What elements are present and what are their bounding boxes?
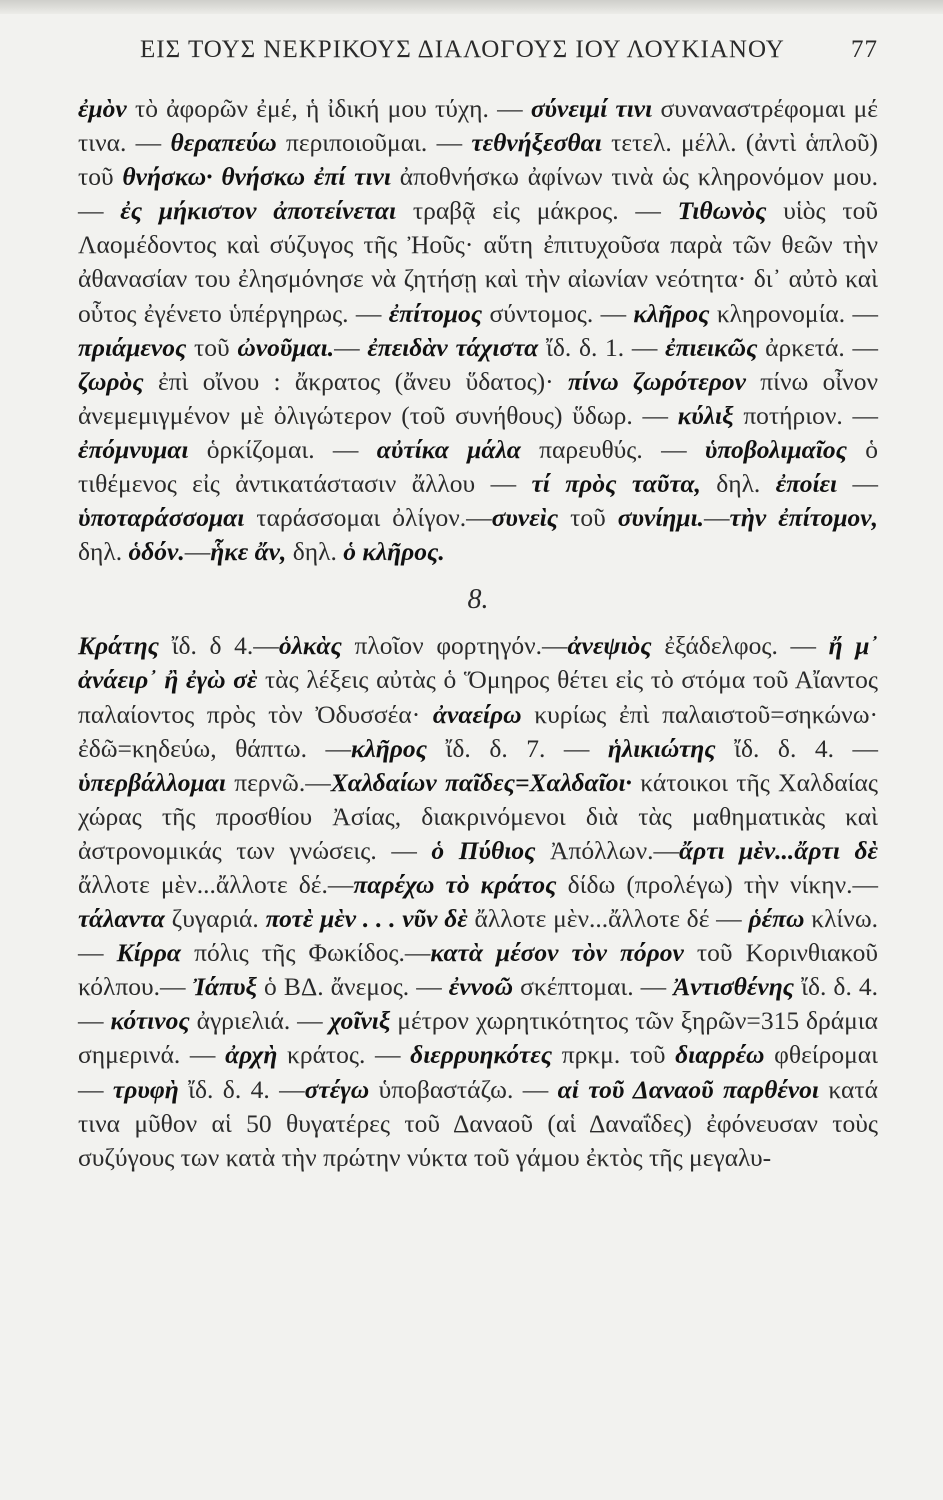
- gloss: ἐξάδελφος. —: [651, 631, 829, 661]
- lemma: ὑποταράσσομαι: [78, 503, 245, 533]
- gloss: κυρίως ἐπὶ παλαιστοῦ=σηκώνω· ἐδῶ=κηδεύω, θάπτω. —: [78, 699, 878, 763]
- section-number: 8.: [467, 584, 489, 616]
- lemma: παρέχω τὸ κράτος: [353, 869, 557, 899]
- lemma: διαρρέω: [675, 1040, 765, 1070]
- lemma: τὴν ἐπίτομον,: [729, 503, 878, 533]
- lemma: σύνειμί τινι: [530, 94, 653, 123]
- lemma: αἱ τοῦ Δαναοῦ παρθένοι: [557, 1074, 820, 1104]
- lemma: διερρυηκότες: [410, 1040, 553, 1070]
- gloss: κάτοικοι τῆς Χαλδαίας χώρας τῆς προσθίου Ἀσίας, διακρινόμενοι διὰ τὰς μαθηματικὰς καὶ ἀστρονομικάς των γνώσεις. —: [78, 767, 879, 865]
- lemma: ἀρχὴ: [225, 1040, 278, 1070]
- lemma: θνήσκω· θνήσκω ἐπί τινι: [122, 162, 391, 192]
- lemma: τεθνήξεσθαι: [471, 128, 602, 158]
- gloss: σύντομος. —: [482, 298, 634, 328]
- gloss: περνῶ.—: [225, 767, 331, 797]
- gloss: ἐπὶ οἴνου : ἄκρατος (ἄνευ ὕδατος)·: [143, 366, 568, 396]
- gloss: τοῦ Κορινθιακοῦ κόλπου.—: [78, 938, 878, 1002]
- lemma: ὁδόν.: [128, 537, 185, 567]
- gloss: συναναστρέφομαι μέ τινα. —: [78, 94, 878, 158]
- gloss: —: [704, 503, 730, 533]
- lemma: Ἰάπυξ: [192, 972, 257, 1002]
- lemma: ἐς μήκιστον ἀποτείνεται: [120, 196, 397, 226]
- gloss: ἴδ. δ. 4. —: [178, 1074, 305, 1104]
- gloss: ἀρκετά. —: [757, 332, 878, 362]
- lemma: ἄρτι μὲν...ἄρτι δὲ: [678, 835, 878, 865]
- gloss: τετελ. μέλλ. (ἀντὶ ἁπλοῦ) τοῦ: [78, 128, 879, 192]
- gloss: κράτος. —: [277, 1040, 411, 1070]
- gloss: —: [334, 332, 368, 362]
- lemma: τί πρὸς ταῦτα,: [531, 469, 701, 499]
- gloss: ἴδ. δ. 7. —: [427, 733, 608, 763]
- gloss: —: [837, 469, 879, 499]
- lemma: ἐπίτομος: [388, 298, 483, 328]
- paragraph-section-7-notes: [78, 92, 878, 569]
- lemma: κλῆρος: [633, 298, 710, 328]
- lemma: κλῆρος: [350, 733, 428, 763]
- lemma: Κράτης: [78, 631, 159, 661]
- gloss: υἱὸς τοῦ Λαομέδοντος καὶ σύζυγος τῆς Ἠοῦς· αὕτη ἐπιτυχοῦσα παρὰ τῶν θεῶν τὴν ἀθανασίαν του ἐλησμόνησε νὰ ζητήσῃ καὶ τὴν αἰωνίαν νεότητα· δι᾽ αὐτὸ καὶ οὗτος ἐγένετο ὑπέργηρως. —: [78, 196, 878, 328]
- gloss: ὁ τιθέμενος εἰς ἀντικατάστασιν ἄλλου —: [78, 434, 878, 499]
- gloss: κατά τινα μῦθον αἱ 50 θυγατέρες τοῦ Δαναοῦ (αἱ Δαναΐδες) ἐφόνευσαν τοὺς συζύγους των κατὰ τὴν πρώτην νύκτα τοῦ γάμου ἐκτὸς τῆς μεγαλυ-: [78, 1074, 879, 1172]
- gloss: πλοῖον φορτηγόν.—: [341, 631, 568, 661]
- gloss: τραβᾷ εἰς μάκρος. —: [396, 196, 678, 226]
- gloss: περιποιοῦμαι. —: [276, 128, 472, 158]
- lemma: Χαλδαίων παῖδες=Χαλδαῖοι·: [330, 767, 632, 797]
- gloss: ταράσσομαι ὀλίγον.—: [244, 503, 492, 533]
- lemma: ποτὲ μὲν . . . νῦν δὲ: [265, 904, 468, 934]
- gloss: σκέπτομαι. —: [513, 972, 674, 1002]
- lemma: ἐπιεικῶς: [665, 332, 758, 362]
- lemma: ὑποβολιμαῖος: [704, 434, 847, 464]
- gloss: ἴδ. δ. 4. —: [715, 733, 878, 763]
- gloss: ἀγριελιά. —: [189, 1006, 330, 1036]
- gloss: ἄλλοτε μὲν...ἄλλοτε δέ —: [467, 904, 749, 934]
- gloss: φθείρομαι —: [78, 1040, 879, 1104]
- lemma: πριάμενος: [78, 332, 187, 362]
- page-top-edge: [0, 0, 943, 14]
- gloss: ποτήριον. —: [733, 400, 878, 430]
- gloss: πόλις τῆς Φωκίδος.—: [181, 938, 431, 968]
- gloss: παρευθύς. —: [520, 434, 705, 464]
- gloss: δίδω (προλέγω) τὴν νίκην.—: [556, 869, 878, 899]
- lemma: ἐπόμνυμαι: [78, 434, 189, 464]
- paragraph-section-8-notes: [78, 629, 878, 1175]
- header-title: ΕΙΣ ΤΟΥΣ ΝΕΚΡΙΚΟΥΣ ΔΙΑΛΟΓΟΥΣ ΙΟΥ ΛΟΥΚΙΑΝΟΥ: [140, 36, 785, 63]
- gloss: δηλ.: [78, 537, 129, 567]
- lemma: Τιθωνὸς: [677, 196, 767, 226]
- lemma: ἧκε ἄν,: [210, 537, 287, 567]
- lemma: ἐποίει: [775, 469, 838, 499]
- gloss: Ἀπόλλων.—: [535, 835, 679, 865]
- gloss: ἀποθνήσκω ἀφίνων τινὰ ὡς κληρονόμον μου. —: [78, 162, 879, 226]
- lemma: ὁλκὰς: [278, 631, 342, 661]
- gloss: δηλ.: [700, 469, 776, 499]
- lemma: τρυφὴ: [112, 1074, 179, 1104]
- lemma: ζωρὸς: [78, 366, 144, 396]
- gloss: μέτρον χωρητικότητος τῶν ξηρῶν=315 δράμια σημερινά. —: [78, 1006, 878, 1070]
- gloss: ἴδ. δ 4.—: [158, 631, 279, 661]
- lemma: κότινος: [110, 1006, 190, 1036]
- gloss: ὁρκίζομαι. —: [188, 434, 377, 464]
- gloss: τὸ ἀφορῶν ἐμέ, ἡ ἰδική μου τύχη. —: [126, 94, 531, 123]
- gloss: κληρονομία. —: [709, 298, 878, 328]
- lemma: ἀναείρω: [432, 699, 522, 729]
- gloss: πρκμ. τοῦ: [552, 1040, 676, 1070]
- lemma: συνεὶς: [491, 503, 559, 533]
- lemma: συνίημι.: [617, 503, 705, 533]
- gloss: ὁ ΒΔ. ἄνεμος. —: [256, 972, 449, 1002]
- gloss: πίνω οἶνον ἀνεμεμιγμένον μὲ ὀλιγώτερον (τοῦ συνήθους) ὕδωρ. —: [78, 366, 878, 430]
- gloss: δηλ.: [286, 537, 344, 567]
- gloss: —: [184, 537, 211, 567]
- gloss: κλίνω. —: [78, 904, 878, 968]
- gloss: τοῦ: [186, 332, 238, 362]
- lemma: ἐννοῶ: [448, 972, 514, 1002]
- lemma: ὁ Πύθιος: [431, 835, 536, 865]
- lemma: ἐπειδὰν τάχιστα: [367, 332, 539, 362]
- lemma: ἡλικιώτης: [607, 733, 716, 763]
- lemma: θεραπεύω: [170, 128, 277, 158]
- gloss: ἴδ. δ. 4. —: [78, 972, 878, 1036]
- gloss: ἄλλοτε μὲν...ἄλλοτε δέ.—: [78, 869, 354, 899]
- page-number: 77: [851, 36, 878, 63]
- gloss: ἴδ. δ. 1. —: [538, 332, 666, 362]
- lemma: ἀνεψιὸς: [567, 631, 652, 661]
- gloss: ὑποβαστάζω. —: [369, 1074, 558, 1104]
- lemma: Κίρρα: [116, 938, 182, 968]
- lemma: ὑπερβάλλομαι: [78, 767, 226, 797]
- gloss: τὰς λέξεις αὐτὰς ὁ Ὅμηρος θέτει εἰς τὸ στόμα τοῦ Αἴαντος παλαίοντος πρὸς τὸν Ὀδυσσέα·: [78, 665, 878, 729]
- commentary-body: [78, 92, 878, 1175]
- lemma: χοῖνιξ: [329, 1006, 391, 1036]
- lemma: ῥέπω: [748, 904, 805, 934]
- lemma: ἐμὸν: [78, 94, 127, 123]
- lemma: τάλαντα: [78, 904, 165, 934]
- lemma: ὁ κλῆρος.: [343, 537, 445, 567]
- lemma: ὠνοῦμαι.: [237, 332, 335, 362]
- lemma: κατὰ μέσον τὸν πόρον: [430, 938, 684, 968]
- lemma: στέγω: [304, 1074, 370, 1104]
- gloss: τοῦ: [558, 503, 618, 533]
- lemma: ἤ μ᾽ ἀνάειρ᾽ ἢ ἐγὼ σὲ: [78, 631, 878, 695]
- lemma: Ἀντισθένης: [673, 972, 795, 1002]
- gloss: ζυγαριά.: [164, 904, 266, 934]
- lemma: αὐτίκα μάλα: [376, 434, 521, 464]
- lemma: πίνω ζωρότερον: [567, 366, 746, 396]
- lemma: κύλιξ: [677, 400, 734, 430]
